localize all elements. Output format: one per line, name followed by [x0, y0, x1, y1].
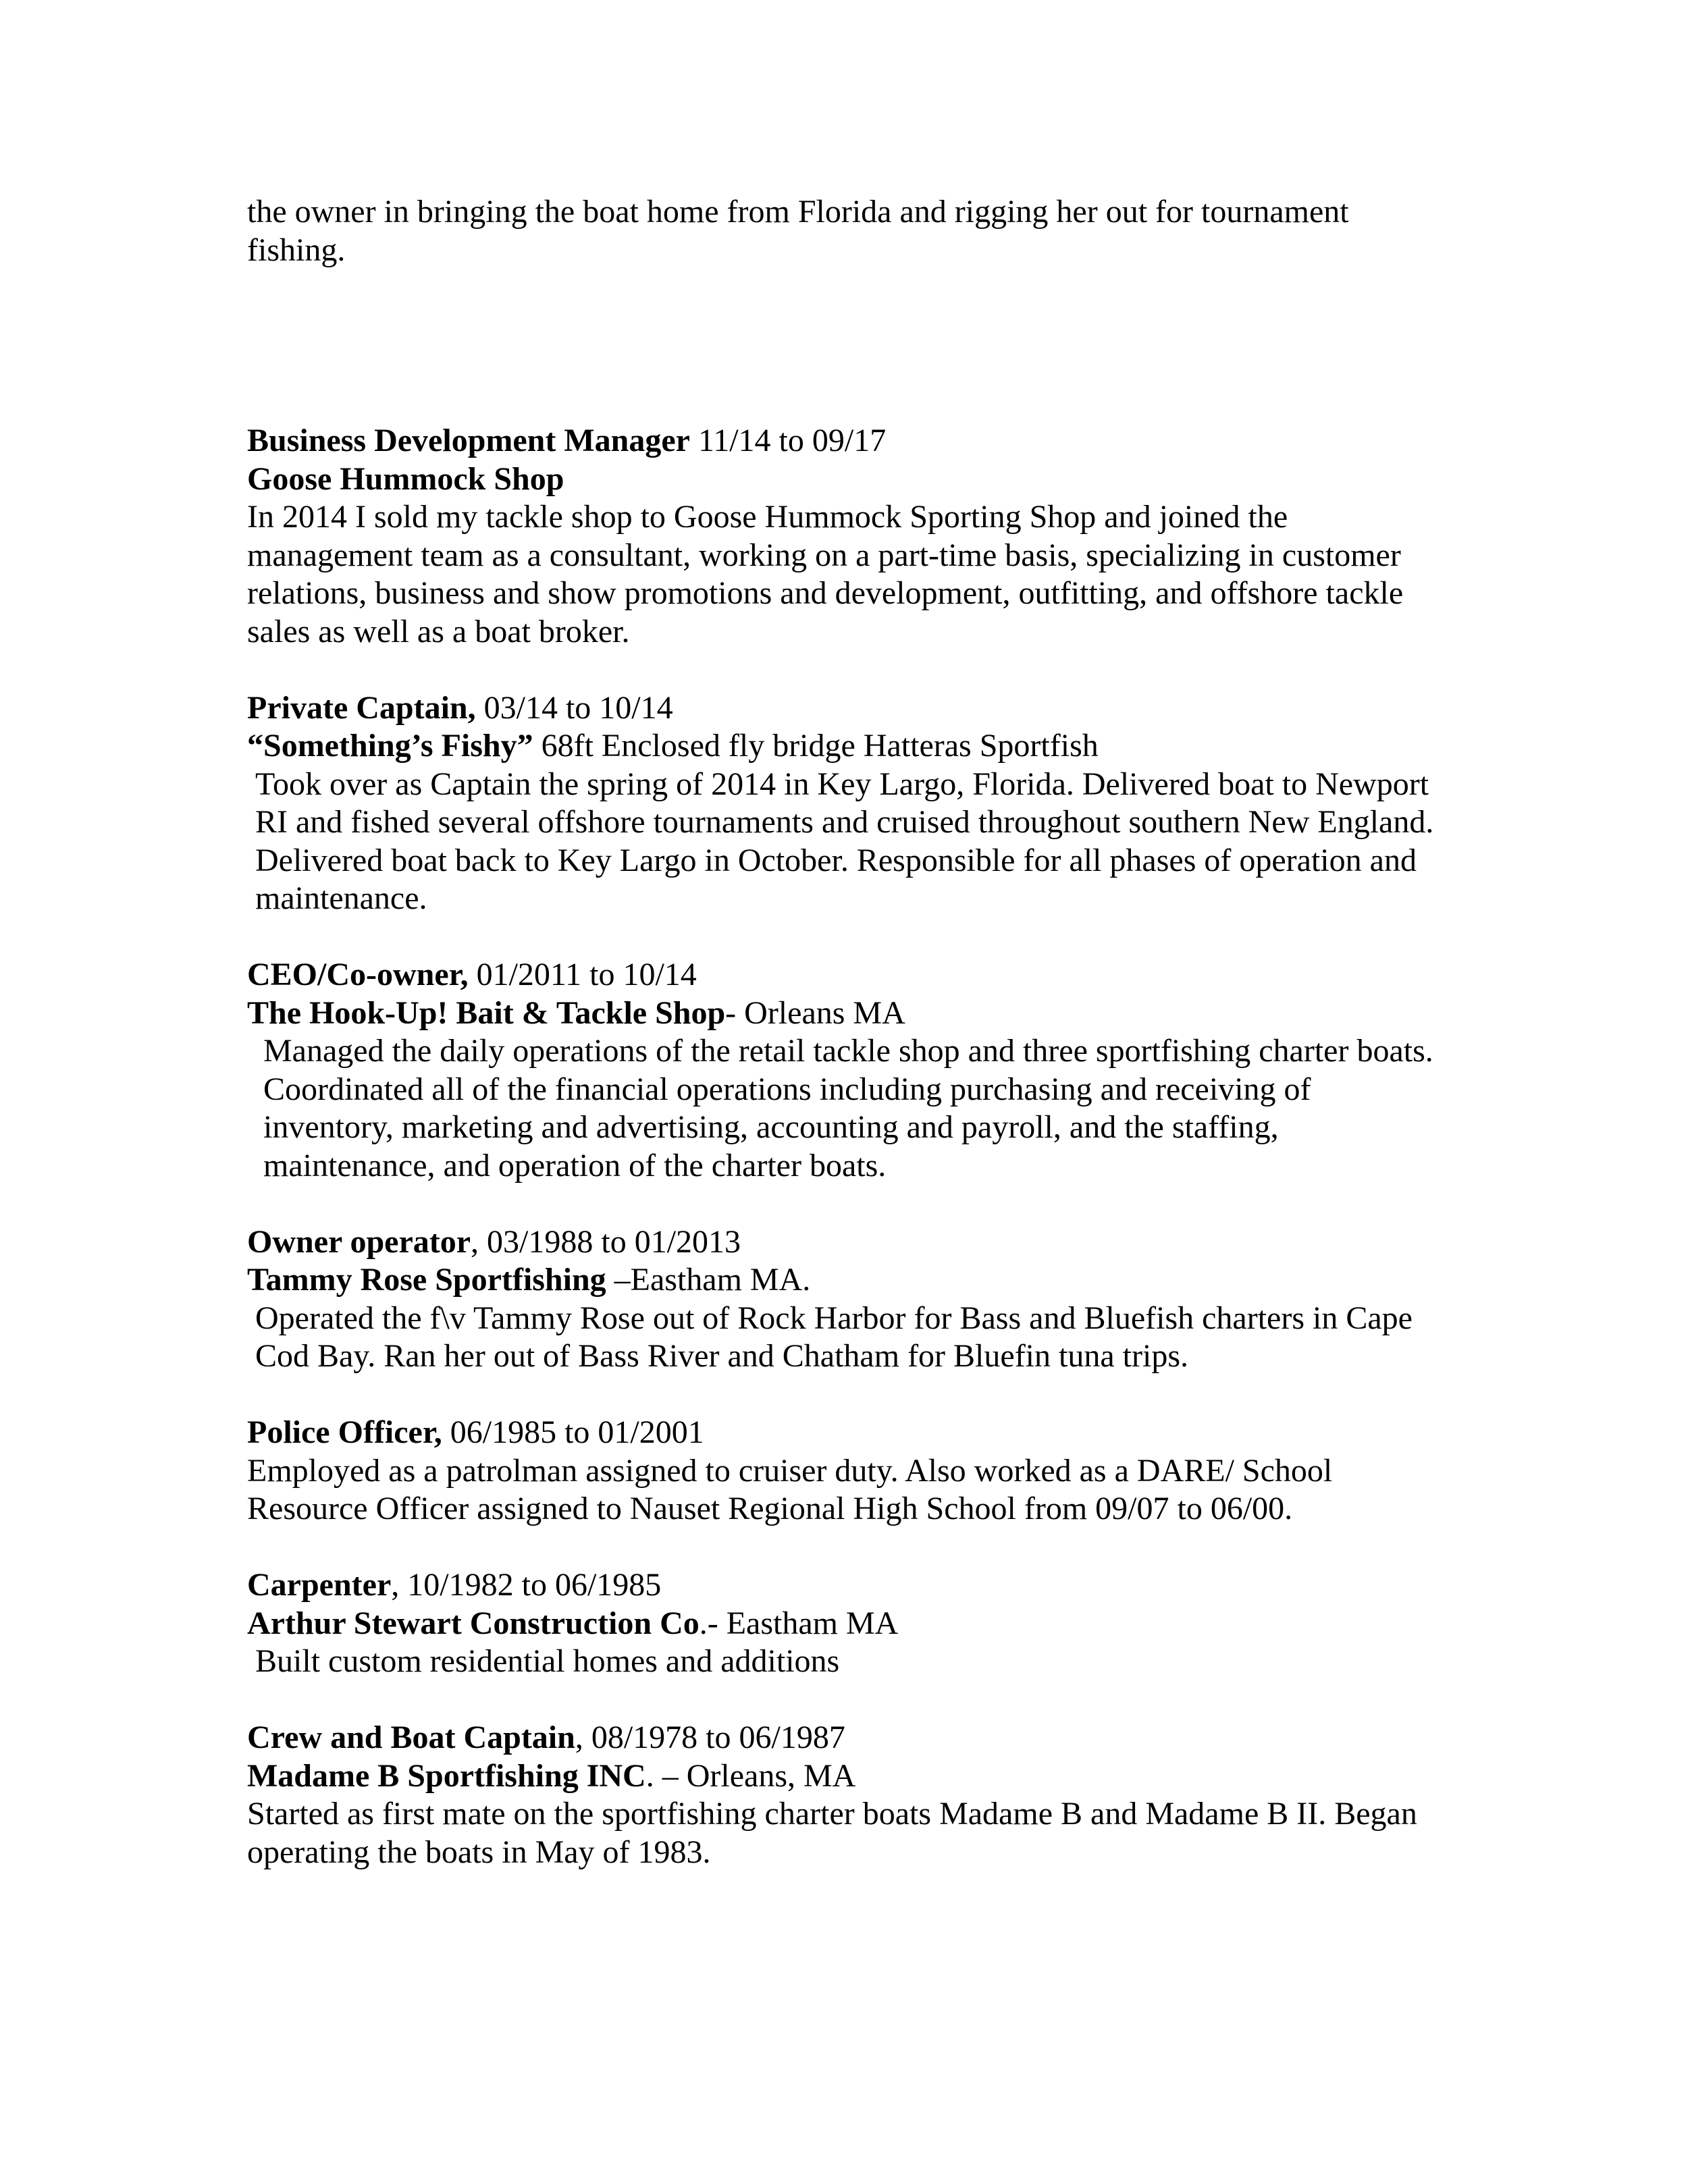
employer-line — [247, 1757, 1449, 1796]
job-entry — [247, 1223, 1449, 1376]
employer-line — [247, 1261, 1449, 1300]
employer-name: Tammy Rose Sportfishing — [247, 1262, 606, 1298]
job-description: Employed as a patrolman assigned to cruiser duty. Also worked as a DARE/ School Resource Officer assigned to Nauset Regional High School from 09/07 to 06/00. — [247, 1452, 1333, 1526]
job-entry — [247, 422, 1449, 651]
job-entry — [247, 1719, 1449, 1871]
job-title: CEO/Co-owner, — [247, 957, 469, 992]
job-description: Started as first mate on the sportfishing charter boats Madame B and Madame B II. Began operating the boats in May of 1983. — [247, 1796, 1417, 1870]
job-title: Private Captain, — [247, 689, 476, 726]
employer-name: “Something’s Fishy” — [247, 728, 533, 764]
job-title-line — [247, 1223, 1449, 1262]
job-entry — [247, 689, 1449, 918]
job-dates: , 03/1988 to 01/2013 — [471, 1223, 741, 1260]
job-title: Police Officer, — [247, 1414, 442, 1450]
intro-paragraph: the owner in bringing the boat home from Florida and rigging her out for tournament fishing. — [247, 194, 1349, 268]
job-title-line — [247, 422, 1449, 460]
employer-detail: –Eastham MA. — [606, 1262, 811, 1298]
resume-page — [247, 193, 1449, 1910]
job-title: Crew and Boat Captain — [247, 1720, 575, 1755]
job-description: Built custom residential homes and additions — [255, 1643, 840, 1679]
job-dates: 03/14 to 10/14 — [475, 689, 673, 726]
employer-line — [247, 994, 1449, 1033]
job-dates: , 10/1982 to 06/1985 — [391, 1567, 662, 1603]
job-entry — [247, 1414, 1449, 1528]
job-title-line — [247, 1414, 1449, 1452]
job-description: In 2014 I sold my tackle shop to Goose Hummock Sporting Shop and joined the management team as a consultant, working on a part-time basis, specializing in customer relations, business and show promotions and development, outfitting, and offshore tackle sales as well as a boat broker. — [247, 499, 1404, 649]
job-description: Managed the daily operations of the retail tackle shop and three sportfishing charter boats. Coordinated all of the financial operations including purchasing and receiving of inventory, marketing and advertising, accounting and payroll, and the staffing, maintenance, and operation of the charter boats. — [263, 1033, 1433, 1183]
employer-detail: 68ft Enclosed fly bridge Hatteras Sportfish — [533, 728, 1099, 764]
job-title-line — [247, 1566, 1449, 1605]
employer-name: The Hook-Up! Bait & Tackle Shop — [247, 994, 726, 1031]
employer-line — [247, 1605, 1449, 1643]
employer-name: Arthur Stewart Construction Co — [247, 1605, 700, 1641]
employer-line — [247, 460, 1449, 499]
employer-detail: - Orleans MA — [725, 994, 905, 1031]
job-dates: 06/1985 to 01/2001 — [442, 1414, 704, 1450]
job-title-line — [247, 956, 1449, 994]
job-description: Took over as Captain the spring of 2014 in Key Largo, Florida. Delivered boat to Newport RI and fished several offshore tournaments and cruised throughout southern New England. Delivered boat back to Key Largo in October. Responsible for all phases of operation and maintenance. — [255, 766, 1434, 916]
employer-line — [247, 727, 1449, 766]
job-dates: 11/14 to 09/17 — [689, 423, 887, 458]
job-title-line — [247, 1719, 1449, 1757]
employer-name: Goose Hummock Shop — [247, 460, 564, 497]
job-title-line — [247, 689, 1449, 728]
job-dates: 01/2011 to 10/14 — [468, 957, 697, 992]
job-dates: , 08/1978 to 06/1987 — [575, 1720, 845, 1755]
job-title: Business Development Manager — [247, 423, 690, 458]
employer-detail: .- Eastham MA — [699, 1605, 899, 1641]
job-entry — [247, 1566, 1449, 1681]
job-title: Carpenter — [247, 1567, 392, 1603]
job-title: Owner operator — [247, 1223, 471, 1260]
job-entry — [247, 956, 1449, 1185]
job-description: Operated the f\v Tammy Rose out of Rock Harbor for Bass and Bluefish charters in Cape Cod Bay. Ran her out of Bass River and Chatham for Bluefin tuna trips. — [255, 1300, 1413, 1374]
employer-name: Madame B Sportfishing INC — [247, 1757, 646, 1794]
employer-detail: . – Orleans, MA — [645, 1757, 856, 1794]
